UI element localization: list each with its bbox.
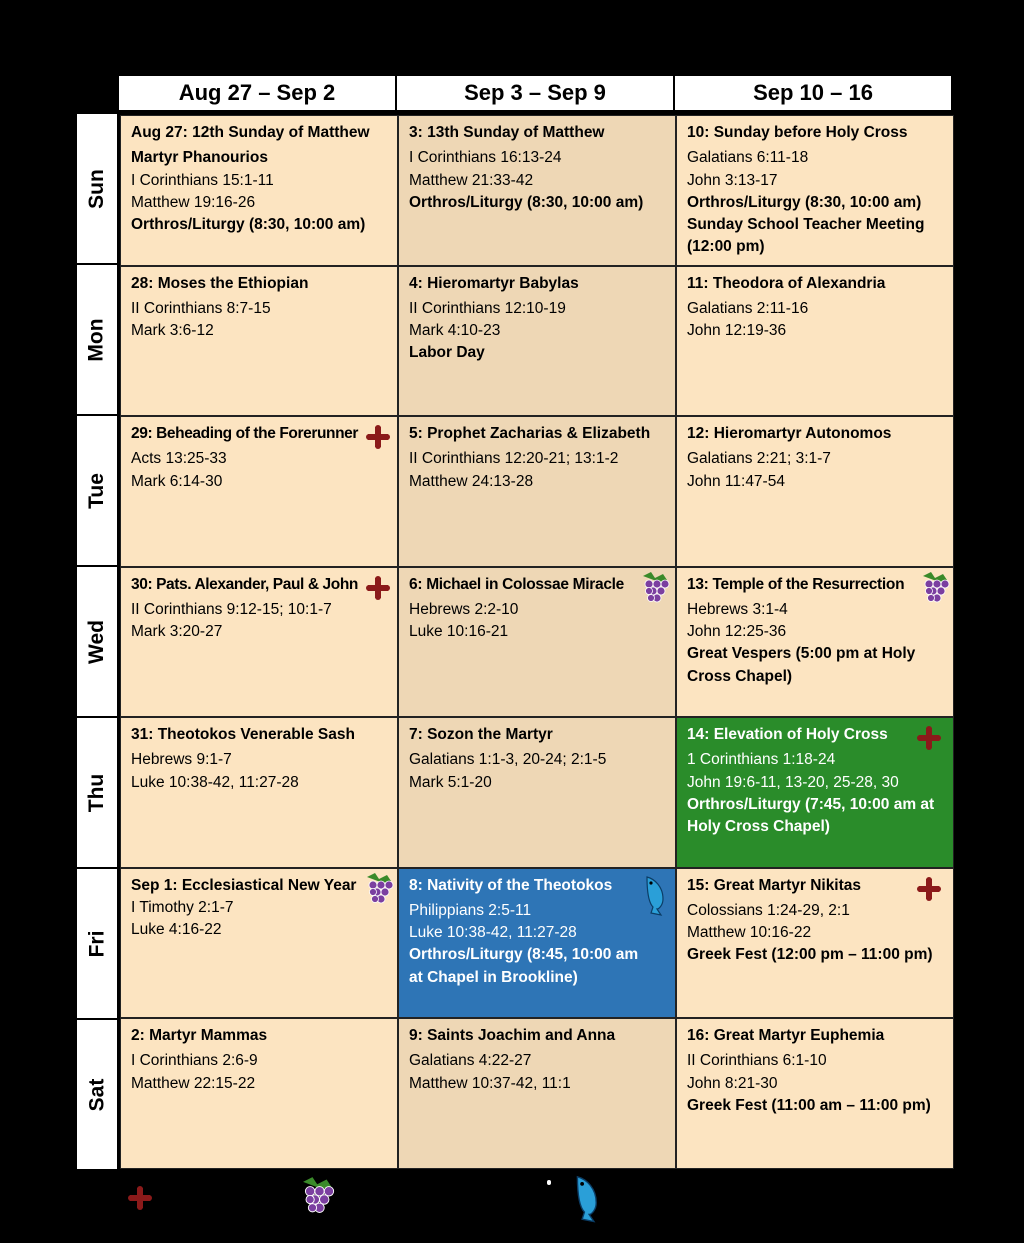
cell-sep10 bbox=[676, 115, 954, 266]
cell-line: Matthew 24:13-28 bbox=[409, 472, 534, 490]
cell-line: Labor Day bbox=[409, 344, 485, 362]
cell-line: Galatians 2:11-16 bbox=[687, 299, 809, 317]
cell-line: Galatians 2:21; 3:1-7 bbox=[687, 450, 831, 468]
cell-line: Mark 3:20-27 bbox=[131, 623, 223, 641]
cell-sep3 bbox=[398, 115, 676, 266]
week-header-2: Sep 3 – Sep 9 bbox=[396, 75, 674, 111]
cell-line: Sunday School Teacher Meeting bbox=[687, 216, 925, 234]
grapes-icon bbox=[361, 871, 395, 907]
cell-line: 1 Corinthians 1:18-24 bbox=[687, 751, 836, 769]
cell-line: II Corinthians 9:12-15; 10:1-7 bbox=[131, 600, 332, 618]
cell-title: 15: Great Martyr Nikitas bbox=[687, 876, 862, 894]
cell-title: Sep 1: Ecclesiastical New Year bbox=[131, 876, 357, 894]
cell-line: I Timothy 2:1-7 bbox=[131, 898, 234, 916]
day-label-thu: Thu bbox=[76, 717, 118, 868]
cell-sep8 bbox=[398, 868, 676, 1019]
cell-title: 31: Theotokos Venerable Sash bbox=[131, 726, 355, 743]
cell-title: 9: Saints Joachim and Anna bbox=[409, 1027, 616, 1044]
cell-sep6 bbox=[398, 567, 676, 718]
cell-title: 11: Theodora of Alexandria bbox=[687, 274, 886, 292]
day-label-mon: Mon bbox=[76, 264, 118, 415]
cell-aug30 bbox=[120, 567, 398, 718]
cell-line: Orthros/Liturgy (8:30, 10:00 am) bbox=[687, 193, 922, 211]
cell-line: (12:00 pm) bbox=[687, 238, 765, 256]
cell-line: Hebrews 9:1-7 bbox=[131, 751, 232, 769]
cell-title: 16: Great Martyr Euphemia bbox=[687, 1027, 885, 1044]
cross-icon bbox=[366, 576, 390, 600]
cell-title: 10: Sunday before Holy Cross bbox=[687, 124, 908, 141]
cell-line: Orthros/Liturgy (7:45, 10:00 am at bbox=[687, 795, 935, 813]
cell-title: 8: Nativity of the Theotokos bbox=[409, 876, 613, 894]
legend bbox=[0, 1170, 1024, 1230]
cell-line: Galatians 6:11-18 bbox=[687, 149, 809, 167]
cell-line: at Chapel in Brookline) bbox=[409, 968, 578, 986]
cell-aug27 bbox=[120, 115, 398, 266]
cell-line: Orthros/Liturgy (8:45, 10:00 am bbox=[409, 946, 639, 964]
cell-line: John 3:13-17 bbox=[687, 171, 778, 189]
cell-line: Mark 3:6-12 bbox=[131, 322, 214, 340]
cell-line: Hebrews 2:2-10 bbox=[409, 600, 519, 618]
cell-sep13 bbox=[676, 567, 954, 718]
day-label-wed: Wed bbox=[76, 566, 118, 717]
day-label-sun: Sun bbox=[76, 113, 118, 264]
cell-sep15 bbox=[676, 868, 954, 1019]
cross-icon bbox=[128, 1186, 152, 1210]
cross-icon bbox=[917, 726, 941, 750]
cell-aug29 bbox=[120, 416, 398, 567]
cell-line: Matthew 19:16-26 bbox=[131, 193, 256, 211]
cell-title: 5: Prophet Zacharias & Elizabeth bbox=[409, 425, 651, 442]
cell-line: Holy Cross Chapel) bbox=[687, 818, 830, 836]
cell-title: 7: Sozon the Martyr bbox=[409, 726, 553, 743]
cell-line: II Corinthians 8:7-15 bbox=[131, 299, 271, 317]
grapes-icon bbox=[917, 570, 951, 606]
cell-title: Aug 27: 12th Sunday of Matthew bbox=[131, 124, 370, 141]
cell-sep7 bbox=[398, 717, 676, 868]
cell-line: Matthew 21:33-42 bbox=[409, 171, 534, 189]
cell-title: 4: Hieromartyr Babylas bbox=[409, 274, 579, 292]
cell-line: Acts 13:25-33 bbox=[131, 450, 227, 468]
cell-line: Greek Fest (12:00 pm – 11:00 pm) bbox=[687, 946, 933, 964]
cell-line: John 19:6-11, 13-20, 25-28, 30 bbox=[687, 773, 899, 791]
cell-line: John 12:19-36 bbox=[687, 322, 787, 340]
cell-line: Mark 6:14-30 bbox=[131, 472, 223, 490]
cell-line: Hebrews 3:1-4 bbox=[687, 600, 788, 618]
cell-line: John 11:47-54 bbox=[687, 472, 785, 490]
cell-title: 14: Elevation of Holy Cross bbox=[687, 726, 888, 743]
cell-sep14 bbox=[676, 717, 954, 868]
grapes-icon bbox=[296, 1174, 336, 1218]
cell-line: Matthew 10:16-22 bbox=[687, 924, 812, 942]
cell-line: Orthros/Liturgy (8:30, 10:00 am) bbox=[131, 216, 366, 234]
grapes-icon bbox=[637, 570, 671, 606]
cell-line: John 8:21-30 bbox=[687, 1074, 778, 1092]
cell-line: II Corinthians 12:10-19 bbox=[409, 299, 566, 317]
decorative-dot bbox=[547, 1180, 551, 1185]
cell-title: 13: Temple of the Resurrection bbox=[687, 575, 905, 593]
cell-line: Cross Chapel) bbox=[687, 667, 793, 685]
cell-sep9 bbox=[398, 1018, 676, 1169]
cell-line: Martyr Phanourios bbox=[131, 149, 268, 167]
cell-line: Galatians 1:1-3, 20-24; 2:1-5 bbox=[409, 751, 607, 769]
cell-sep2 bbox=[120, 1018, 398, 1169]
cell-line: II Corinthians 6:1-10 bbox=[687, 1052, 827, 1070]
cell-line: I Corinthians 2:6-9 bbox=[131, 1052, 258, 1070]
cell-sep12 bbox=[676, 416, 954, 567]
fish-icon bbox=[639, 873, 673, 917]
cell-line: Greek Fest (11:00 am – 11:00 pm) bbox=[687, 1096, 931, 1114]
cell-sep4 bbox=[398, 266, 676, 417]
cell-title: 28: Moses the Ethiopian bbox=[131, 274, 309, 292]
cell-line: I Corinthians 15:1-11 bbox=[131, 171, 274, 189]
cell-line: Luke 10:16-21 bbox=[409, 623, 509, 641]
cell-title: 3: 13th Sunday of Matthew bbox=[409, 124, 605, 141]
cell-title: 6: Michael in Colossae Miracle bbox=[409, 575, 624, 593]
cell-line: Philippians 2:5-11 bbox=[409, 901, 532, 919]
day-label-fri: Fri bbox=[76, 868, 118, 1019]
week-header-3: Sep 10 – 16 bbox=[674, 75, 952, 111]
cell-title: 12: Hieromartyr Autonomos bbox=[687, 425, 892, 442]
cell-line: I Corinthians 16:13-24 bbox=[409, 149, 562, 167]
cell-line: Galatians 4:22-27 bbox=[409, 1052, 532, 1070]
cell-sep16 bbox=[676, 1018, 954, 1169]
fish-icon bbox=[568, 1172, 608, 1224]
cell-aug31 bbox=[120, 717, 398, 868]
day-label-tue: Tue bbox=[76, 415, 118, 566]
cell-line: Colossians 1:24-29, 2:1 bbox=[687, 901, 850, 919]
cell-line: John 12:25-36 bbox=[687, 623, 787, 641]
cross-icon bbox=[366, 425, 390, 449]
cell-sep1 bbox=[120, 868, 398, 1019]
cell-sep5 bbox=[398, 416, 676, 567]
cell-sep11 bbox=[676, 266, 954, 417]
cell-line: Matthew 22:15-22 bbox=[131, 1074, 256, 1092]
cell-line: II Corinthians 12:20-21; 13:1-2 bbox=[409, 450, 619, 468]
cell-line: Luke 10:38-42, 11:27-28 bbox=[131, 773, 299, 791]
cell-aug28 bbox=[120, 266, 398, 417]
cell-title: 2: Martyr Mammas bbox=[131, 1027, 268, 1044]
cell-title: 30: Pats. Alexander, Paul & John bbox=[131, 575, 358, 593]
cell-line: Luke 4:16-22 bbox=[131, 921, 222, 939]
cell-title: 29: Beheading of the Forerunner bbox=[131, 425, 359, 442]
cell-line: Orthros/Liturgy (8:30, 10:00 am) bbox=[409, 193, 644, 211]
week-header bbox=[118, 75, 952, 111]
cell-line: Matthew 10:37-42, 11:1 bbox=[409, 1074, 571, 1092]
cell-line: Mark 5:1-20 bbox=[409, 773, 492, 791]
day-label-sat: Sat bbox=[76, 1019, 118, 1170]
cell-line: Luke 10:38-42, 11:27-28 bbox=[409, 924, 577, 942]
day-labels bbox=[76, 113, 118, 1170]
calendar-grid bbox=[118, 113, 952, 1167]
cross-icon bbox=[917, 877, 941, 901]
cell-line: Great Vespers (5:00 pm at Holy bbox=[687, 645, 916, 663]
week-header-1: Aug 27 – Sep 2 bbox=[118, 75, 396, 111]
cell-line: Mark 4:10-23 bbox=[409, 322, 501, 340]
